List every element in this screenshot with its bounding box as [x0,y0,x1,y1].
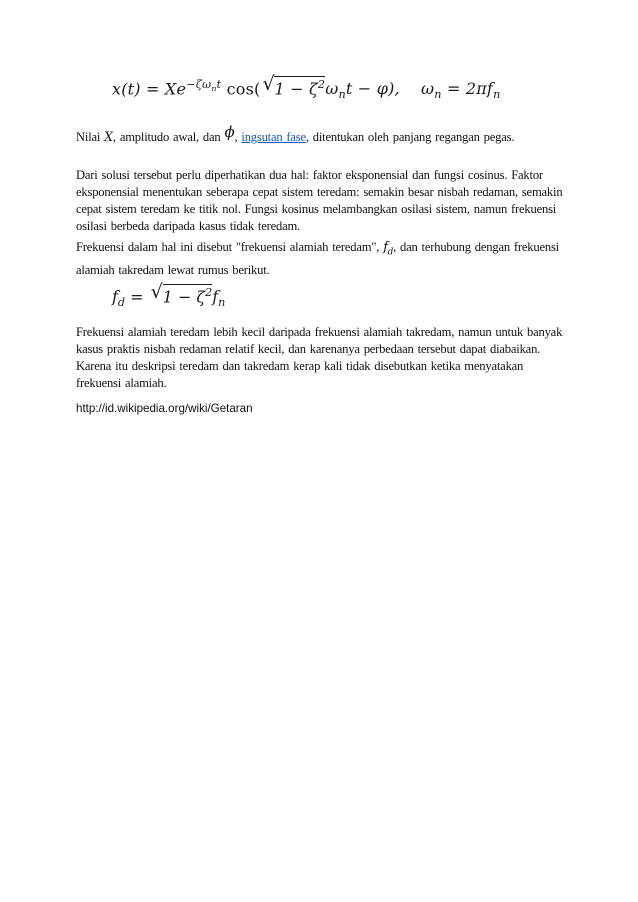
link-ingsutan-fase[interactable]: ingsutan fase [241,130,306,144]
paragraph-solution-notes: Dari solusi tersebut perlu diperhatikan dua hal: faktor eksponensial dan fungsi cosinus. Faktor eksponensial menentukan seberapa cepat sistem teredam: semakin besar nisbah redaman, semakin cepat sistem teredam ke titik nol. Fungsi kosinus melambangkan osilasi sistem, namun frekuensi osilasi berbeda daripada kasus tidak teredam. [76,168,563,233]
var-fd: $f_d$ [383,239,394,258]
phi-symbol: ϕ [224,123,235,141]
paragraph-amplitude-phase: Nilai X, amplitudo awal, dan ϕ, ingsutan fase, ditentukan oleh panjang regangan pegas. [76,123,515,144]
eq1-square-root: √ $1 - \zeta^2$ [262,72,326,99]
eq1-exp-base: e [176,79,187,99]
paragraph-damped-frequency: Frekuensi dalam hal ini disebut "frekuensi alamiah teredam", $f_d$, dan terhubung dengan frekuensi alamiah takredam lewat rumus berikut. [76,239,559,277]
source-url: http://id.wikipedia.org/wiki/Getaran [76,402,253,415]
eq1-omega-definition: $\omega_n = 2\pi f_n$ [421,79,501,102]
eq1-after-root: $\omega_nt - \varphi$), [325,79,400,102]
eq1-lhs: x(t) = X [112,79,177,99]
eq1-cos: cos( [226,79,261,99]
eq2-lhs: $f_d$ [112,287,126,310]
eq2-square-root: √ $1 - \zeta^2$ [150,280,213,307]
paragraph-conclusion: Frekuensi alamiah teredam lebih kecil daripada frekuensi alamiah takredam, namun untuk banyak kasus praktis nisbah redaman relatif kecil, dan karenanya perbedaan tersebut dapat diabaikan. Karena itu deskripsi teredam dan takredam kerap kali tidak disebutkan ketika menyatakan frekuensi alamiah. [76,325,563,390]
var-x: X [104,129,113,144]
eq2-after-root: $f_n$ [212,287,226,310]
eq1-exp-power: −ζωnt [186,78,222,94]
equation-damped-frequency: $f_d$ = √ $1 - \zeta^2f_n$ [112,280,226,310]
equation-damped-oscillation [112,72,501,102]
